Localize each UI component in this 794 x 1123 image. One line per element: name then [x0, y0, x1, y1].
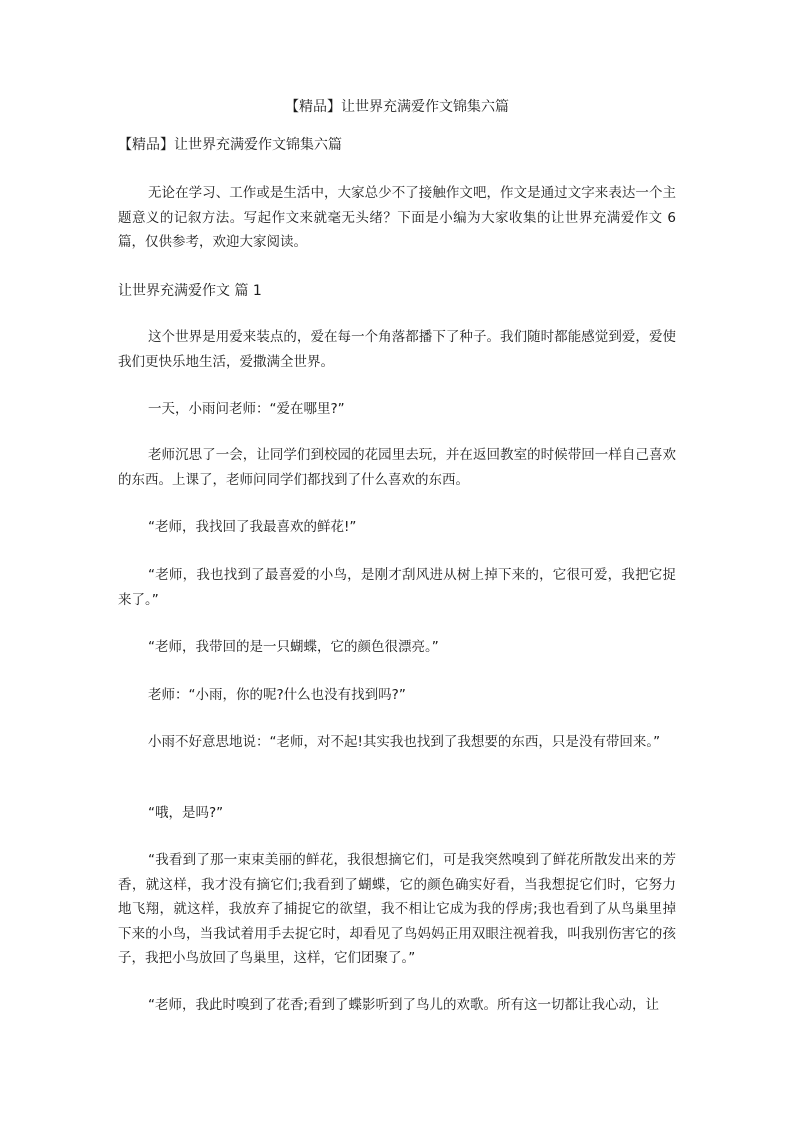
- intro-paragraph: 无论在学习、工作或是生活中，大家总少不了接触作文吧，作文是通过文字来表达一个主题意义的记叙方法。写起作文来就毫无头绪？下面是小编为大家收集的让世界充满爱作文 6 篇，仅供参考，欢迎大家阅读。: [118, 185, 676, 250]
- paragraph: “老师，我此时嗅到了花香;看到了蝶影听到了鸟儿的欢歌。所有这一切都让我心动，让: [148, 997, 660, 1013]
- paragraph: “老师，我找回了我最喜欢的鲜花!”: [148, 519, 357, 535]
- paragraph: 这个世界是用爱来装点的，爱在每一个角落都播下了种子。我们随时都能感觉到爱，爱使我们更快乐地生活，爱撒满全世界。: [118, 329, 676, 370]
- paragraph: 老师沉思了一会，让同学们到校园的花园里去玩，并在返回教室的时候带回一样自己喜欢的东西。上课了，老师问同学们都找到了什么喜欢的东西。: [118, 447, 676, 488]
- paragraph: 小雨不好意思地说：“老师，对不起!其实我也找到了我想要的东西，只是没有带回来。”: [148, 734, 661, 750]
- paragraph: “老师，我也找到了最喜爱的小鸟，是刚才刮风进从树上掉下来的，它很可爱，我把它捉来了。”: [118, 567, 676, 608]
- document-subtitle: 【精品】让世界充满爱作文锦集六篇: [118, 137, 342, 153]
- paragraph: 一天，小雨问老师：“爱在哪里?”: [148, 401, 345, 417]
- paragraph: 老师：“小雨，你的呢?什么也没有找到吗?”: [148, 687, 406, 703]
- paragraph: “哦，是吗?”: [148, 805, 224, 821]
- document-title: 【精品】让世界充满爱作文锦集六篇: [285, 99, 509, 115]
- paragraph: “老师，我带回的是一只蝴蝶，它的颜色很漂亮。”: [148, 639, 439, 655]
- paragraph: “我看到了那一束束美丽的鲜花，我很想摘它们，可是我突然嗅到了鲜花所散发出来的芳香，就这样，我才没有摘它们;我看到了蝴蝶，它的颜色确实好看，当我想捉它们时，它努力地飞翔，就这样，我放弃了捕捉它的欲望，我不相让它成为我的俘虏;我也看到了从鸟巢里掉下来的小鸟，当我试着用手去捉它时，却看见了鸟妈妈正用双眼注视着我，叫我别伤害它的孩子，我把小鸟放回了鸟巢里，这样，它们团聚了。”: [118, 852, 676, 966]
- section-heading: 让世界充满爱作文 篇 1: [118, 283, 262, 299]
